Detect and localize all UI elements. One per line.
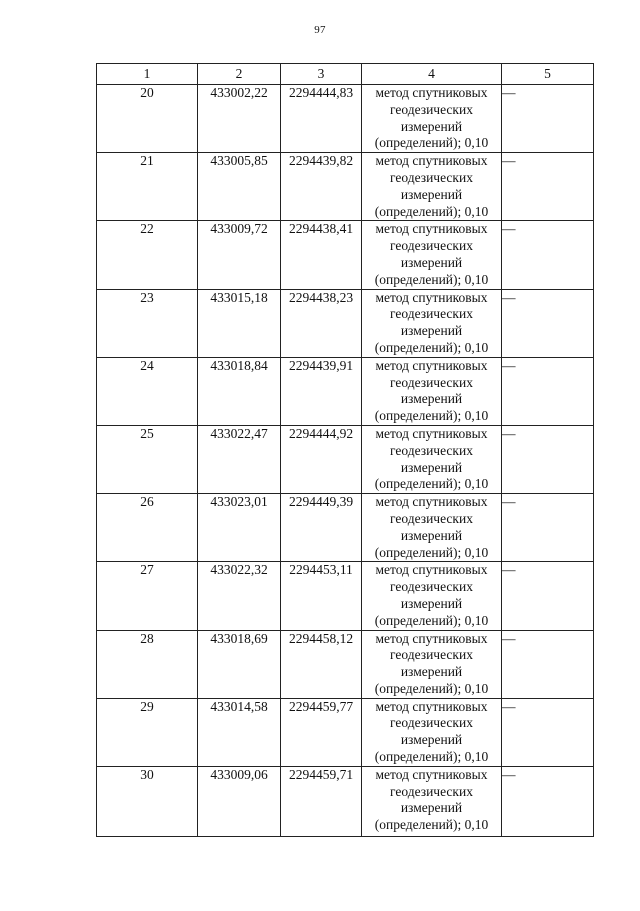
method-description bbox=[362, 766, 502, 836]
method-line: измерений bbox=[400, 254, 463, 270]
method-line: измерений bbox=[400, 459, 463, 475]
table-row bbox=[97, 698, 594, 766]
table-row bbox=[97, 221, 594, 289]
coordinate-y: 2294459,71 bbox=[281, 766, 362, 836]
coordinate-x: 433018,84 bbox=[198, 357, 281, 425]
coordinate-x: 433018,69 bbox=[198, 630, 281, 698]
coordinate-x: 433022,47 bbox=[198, 425, 281, 493]
note-dash: — bbox=[502, 425, 594, 493]
point-number: 27 bbox=[97, 562, 198, 630]
method-line: измерений bbox=[400, 800, 463, 816]
note-dash: — bbox=[502, 766, 594, 836]
method-line: (определений); 0,10 bbox=[374, 612, 489, 628]
method-line: (определений); 0,10 bbox=[374, 203, 489, 219]
coordinate-y: 2294453,11 bbox=[281, 562, 362, 630]
method-description bbox=[362, 221, 502, 289]
method-line: геодезических bbox=[390, 715, 473, 731]
method-line: измерений bbox=[400, 323, 463, 339]
coordinate-y: 2294439,82 bbox=[281, 153, 362, 221]
note-dash: — bbox=[502, 289, 594, 357]
coordinate-x: 433023,01 bbox=[198, 494, 281, 562]
method-line: измерений bbox=[400, 664, 463, 680]
coordinate-y: 2294439,91 bbox=[281, 357, 362, 425]
method-line: метод спутниковых bbox=[375, 698, 488, 714]
table-row bbox=[97, 630, 594, 698]
method-line: (определений); 0,10 bbox=[374, 680, 489, 696]
note-dash: — bbox=[502, 562, 594, 630]
method-description bbox=[362, 289, 502, 357]
method-line: измерений bbox=[400, 732, 463, 748]
method-description bbox=[362, 85, 502, 153]
method-line: метод спутниковых bbox=[375, 766, 488, 782]
method-line: геодезических bbox=[390, 306, 473, 322]
point-number: 20 bbox=[97, 85, 198, 153]
note-dash: — bbox=[502, 221, 594, 289]
method-line: геодезических bbox=[390, 238, 473, 254]
note-dash: — bbox=[502, 494, 594, 562]
coordinate-x: 433015,18 bbox=[198, 289, 281, 357]
point-number: 25 bbox=[97, 425, 198, 493]
method-description bbox=[362, 425, 502, 493]
coordinate-y: 2294444,83 bbox=[281, 85, 362, 153]
method-line: (определений); 0,10 bbox=[374, 271, 489, 287]
coordinate-y: 2294444,92 bbox=[281, 425, 362, 493]
method-line: (определений); 0,10 bbox=[374, 135, 489, 151]
method-line: геодезических bbox=[390, 374, 473, 390]
header-col-5: 5 bbox=[502, 64, 594, 85]
method-line: (определений); 0,10 bbox=[374, 749, 489, 765]
note-dash: — bbox=[502, 630, 594, 698]
point-number: 21 bbox=[97, 153, 198, 221]
header-col-2: 2 bbox=[198, 64, 281, 85]
point-number: 23 bbox=[97, 289, 198, 357]
method-line: (определений); 0,10 bbox=[374, 544, 489, 560]
point-number: 22 bbox=[97, 221, 198, 289]
method-line: метод спутниковых bbox=[375, 630, 488, 646]
point-number: 28 bbox=[97, 630, 198, 698]
coordinate-x: 433005,85 bbox=[198, 153, 281, 221]
method-line: (определений); 0,10 bbox=[374, 339, 489, 355]
method-line: (определений); 0,10 bbox=[374, 817, 489, 833]
coordinate-x: 433002,22 bbox=[198, 85, 281, 153]
coordinate-y: 2294459,77 bbox=[281, 698, 362, 766]
note-dash: — bbox=[502, 85, 594, 153]
table-body bbox=[97, 85, 594, 837]
method-line: геодезических bbox=[390, 510, 473, 526]
header-col-3: 3 bbox=[281, 64, 362, 85]
page-number: 97 bbox=[314, 24, 326, 36]
coordinates-table bbox=[96, 63, 594, 837]
method-line: (определений); 0,10 bbox=[374, 476, 489, 492]
table-row bbox=[97, 289, 594, 357]
method-line: измерений bbox=[400, 595, 463, 611]
point-number: 24 bbox=[97, 357, 198, 425]
method-line: (определений); 0,10 bbox=[374, 408, 489, 424]
method-line: геодезических bbox=[390, 101, 473, 117]
method-line: метод спутниковых bbox=[375, 494, 488, 510]
table-row bbox=[97, 425, 594, 493]
table-header bbox=[97, 64, 594, 85]
method-line: геодезических bbox=[390, 579, 473, 595]
header-col-1: 1 bbox=[97, 64, 198, 85]
coordinate-x: 433009,06 bbox=[198, 766, 281, 836]
method-line: метод спутниковых bbox=[375, 221, 488, 237]
method-line: измерений bbox=[400, 391, 463, 407]
method-line: метод спутниковых bbox=[375, 289, 488, 305]
method-line: геодезических bbox=[390, 647, 473, 663]
note-dash: — bbox=[502, 357, 594, 425]
table-row bbox=[97, 357, 594, 425]
method-line: метод спутниковых bbox=[375, 153, 488, 169]
table-row bbox=[97, 85, 594, 153]
coordinate-y: 2294449,39 bbox=[281, 494, 362, 562]
table-row bbox=[97, 766, 594, 836]
method-line: метод спутниковых bbox=[375, 562, 488, 578]
method-line: геодезических bbox=[390, 169, 473, 185]
table-row bbox=[97, 562, 594, 630]
method-line: метод спутниковых bbox=[375, 425, 488, 441]
method-description bbox=[362, 630, 502, 698]
method-description bbox=[362, 357, 502, 425]
table-row bbox=[97, 153, 594, 221]
coordinate-y: 2294438,41 bbox=[281, 221, 362, 289]
header-row bbox=[97, 64, 594, 85]
point-number: 30 bbox=[97, 766, 198, 836]
method-description bbox=[362, 494, 502, 562]
coordinate-x: 433022,32 bbox=[198, 562, 281, 630]
point-number: 29 bbox=[97, 698, 198, 766]
point-number: 26 bbox=[97, 494, 198, 562]
method-line: измерений bbox=[400, 527, 463, 543]
coordinate-x: 433014,58 bbox=[198, 698, 281, 766]
method-line: геодезических bbox=[390, 442, 473, 458]
note-dash: — bbox=[502, 698, 594, 766]
coordinate-y: 2294458,12 bbox=[281, 630, 362, 698]
method-line: измерений bbox=[400, 118, 463, 134]
method-line: измерений bbox=[400, 186, 463, 202]
table-row bbox=[97, 494, 594, 562]
cut-off-footer-text bbox=[414, 899, 640, 911]
method-description bbox=[362, 698, 502, 766]
method-description bbox=[362, 562, 502, 630]
coordinate-x: 433009,72 bbox=[198, 221, 281, 289]
method-line: метод спутниковых bbox=[375, 357, 488, 373]
note-dash: — bbox=[502, 153, 594, 221]
header-col-4: 4 bbox=[362, 64, 502, 85]
method-description bbox=[362, 153, 502, 221]
method-line: геодезических bbox=[390, 783, 473, 799]
coordinate-y: 2294438,23 bbox=[281, 289, 362, 357]
method-line: метод спутниковых bbox=[375, 85, 488, 100]
